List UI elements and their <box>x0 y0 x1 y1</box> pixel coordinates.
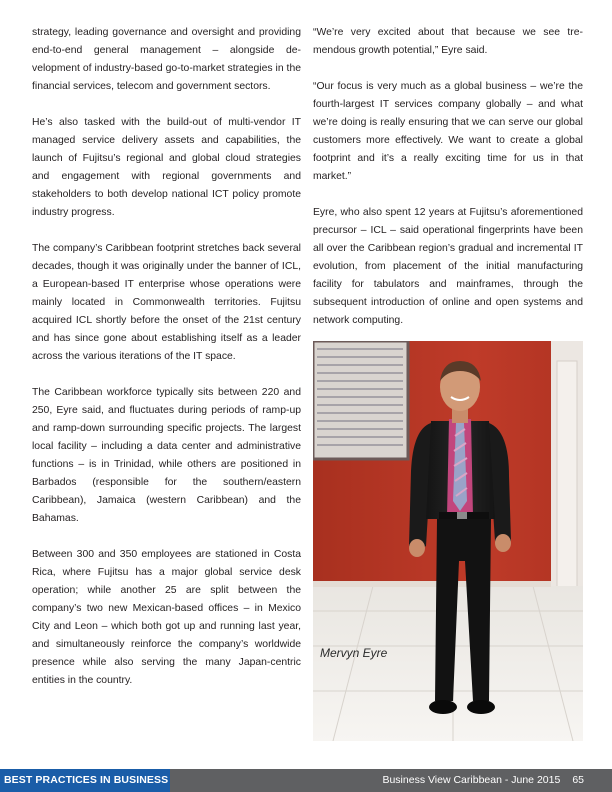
publication-name: Business View Caribbean - June 2015 <box>382 774 561 786</box>
article-column-left <box>32 24 301 708</box>
page-number: 65 <box>572 774 584 786</box>
article-paragraph: strategy, leading governance and oversight and providing end-to-end general management – alongside development of industry-based go-to-market strategies in the financial services, telecom and government sectors. <box>32 27 301 92</box>
portrait-illustration <box>313 341 583 741</box>
article-column-right <box>313 24 583 348</box>
portrait-photo <box>313 341 583 741</box>
article-paragraph: “We’re very excited about that because we see tremendous growth potential,” Eyre said. <box>313 27 583 56</box>
section-label: BEST PRACTICES IN BUSINESS <box>0 769 170 792</box>
article-paragraph: “Our focus is very much as a global business – we’re the fourth-largest IT services company globally – and what we’re doing is really ensuring that we can serve our global customers more effectively. We want to create a global footprint and it’s a really exciting time for us in that market.” <box>313 81 583 182</box>
article-paragraph: He’s also tasked with the build-out of multi-vendor IT managed service delivery assets and capabilities, the launch of Fujitsu’s regional and global cloud strategies and engagement with regional governments and stakeholders to both develop national ICT policy promote industry progress. <box>32 117 301 218</box>
article-paragraph: Eyre, who also spent 12 years at Fujitsu’s aforementioned precursor – ICL – said operational fingerprints have been all over the Caribbean region’s gradual and incremental IT evolution, from placement of the initial manufacturing facility for tabulators and mainframes, through the subsequent introduction of online and open systems and network computing. <box>313 207 583 326</box>
article-paragraph: Between 300 and 350 employees are stationed in Costa Rica, where Fujitsu has a major global service desk operation; while another 25 are split between the company’s two new Mexican-based offices – in Mexico City and Leon – which both got up and running last year, and simultaneously reinforce the company’s worldwide presence while also serving the many Japan-centric entities in the country. <box>32 549 301 686</box>
article-paragraph: The company’s Caribbean footprint stretches back several decades, though it was originally under the banner of ICL, a European-based IT enterprise whose operations were mainly located in Commonwealth territories. Fujitsu acquired ICL shortly before the onset of the 21st century and has since gone about establishing itself as a leader across the various iterations of the IT space. <box>32 243 301 362</box>
footer-publication-info <box>382 769 584 792</box>
page-footer <box>0 769 612 792</box>
article-paragraph: The Caribbean workforce typically sits between 220 and 250, Eyre said, and fluctuates during periods of ramp-up and ramp-down surrounding specific projects. The largest local facility – including a data center and administrative functions – is in Trinidad, while others are positioned in Barbados (responsible for the southern/eastern Caribbean), Jamaica (western Caribbean) and the Bahamas. <box>32 387 301 524</box>
photo-caption: Mervyn Eyre <box>320 646 388 660</box>
